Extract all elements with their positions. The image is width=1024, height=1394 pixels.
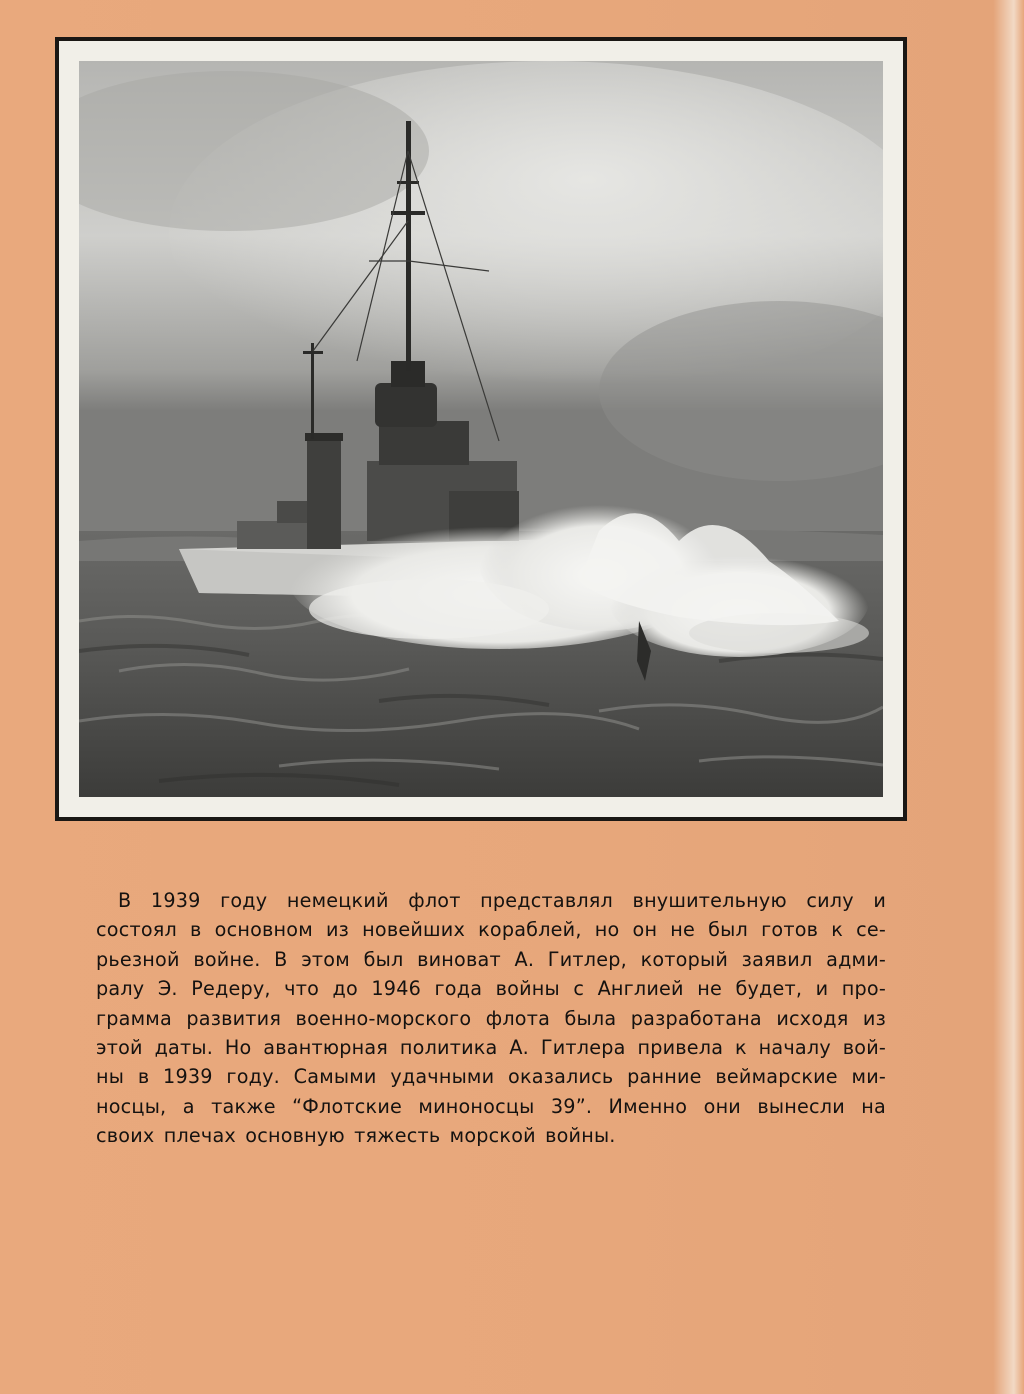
caption-line: грамма развития военно-морского флота была разработана исходя из xyxy=(96,1006,886,1030)
caption-line: ралу Э. Редеру, что до 1946 года войны с Англией не будет, и про- xyxy=(96,977,886,1001)
destroyer-photo xyxy=(79,61,883,797)
caption-line: своих плечах основную тяжесть морской войны. xyxy=(96,1124,616,1148)
photo-mat xyxy=(59,41,903,817)
destroyer-at-sea-icon xyxy=(79,61,883,797)
caption-line: рьезной войне. В этом был виноват А. Гитлер, который заявил адми- xyxy=(96,947,886,971)
caption-line: носцы, а также “Флотские миноносцы 39”. Именно они вынесли на xyxy=(96,1094,886,1118)
caption-line: В 1939 году немецкий флот представлял внушительную силу и xyxy=(118,889,886,912)
photo-frame xyxy=(55,37,907,821)
caption-line: этой даты. Но авантюрная политика А. Гитлера привела к началу вой- xyxy=(96,1036,886,1060)
caption-line: состоял в основном из новейших кораблей, но он не был готов к се- xyxy=(96,918,886,942)
caption-line: ны в 1939 году. Самыми удачными оказались ранние веймарские ми- xyxy=(96,1065,886,1089)
caption-text xyxy=(96,886,886,1151)
